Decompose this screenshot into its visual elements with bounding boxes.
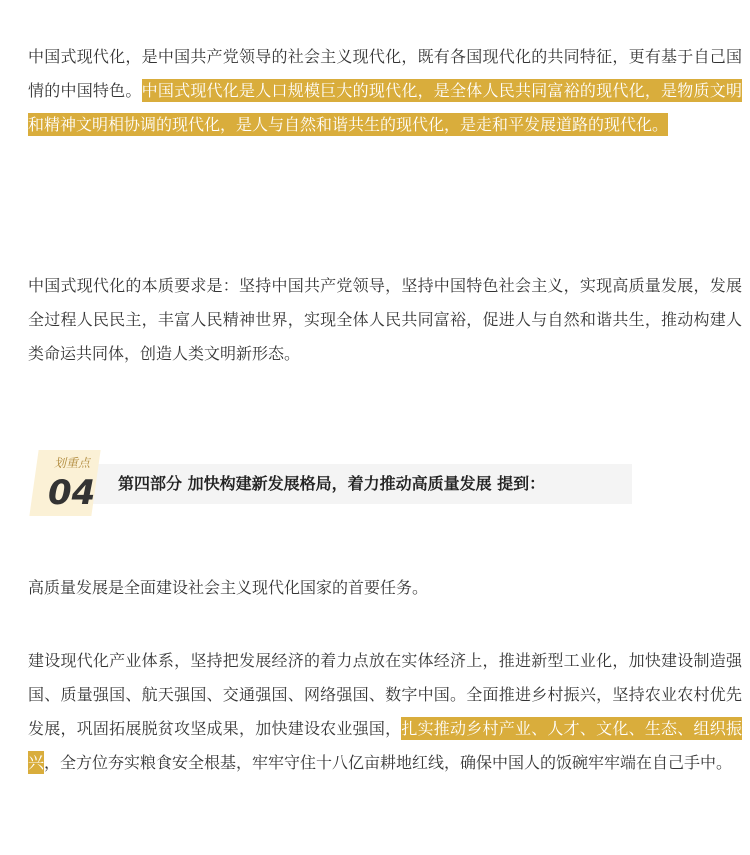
section-title: 第四部分 加快构建新发展格局，着力推动高质量发展 提到： [118, 474, 546, 493]
industry-system-paragraph [28, 644, 742, 780]
industry-highlight-text: 扎实推动乡村产业、人才、文化、生态、组织振兴 [28, 719, 742, 772]
intro-plain-text: 中国式现代化，是中国共产党领导的社会主义现代化，既有各国现代化的共同特征，更有基于自己国情的中国特色。 [28, 47, 742, 100]
badge-label: 划重点 [54, 456, 91, 470]
intro-highlight-text: 中国式现代化是人口规模巨大的现代化，是全体人民共同富裕的现代化，是物质文明和精神文明相协调的现代化，是人与自然和谐共生的现代化，是走和平发展道路的现代化。 [28, 81, 742, 134]
section-header [28, 450, 632, 516]
intro-paragraph [28, 40, 742, 142]
industry-text-after: ，全方位夯实粮食安全根基，牢牢守住十八亿亩耕地红线，确保中国人的饭碗牢牢端在自己手中。 [44, 753, 733, 772]
industry-text-before: 建设现代化产业体系，坚持把发展经济的着力点放在实体经济上，推进新型工业化，加快建设制造强国、质量强国、航天强国、交通强国、网络强国、数字中国。全面推进乡村振兴，坚持农业农村优先发展，巩固拓展脱贫攻坚成果，加快建设农业强国， [28, 651, 742, 738]
key-point-badge [28, 450, 104, 516]
essential-requirements-paragraph: 中国式现代化的本质要求是：坚持中国共产党领导，坚持中国特色社会主义，实现高质量发展，发展全过程人民民主，丰富人民精神世界，实现全体人民共同富裕，促进人与自然和谐共生，推动构建人类命运共同体，创造人类文明新形态。 [28, 276, 742, 363]
badge-number: 04 [48, 473, 96, 513]
quality-development-paragraph: 高质量发展是全面建设社会主义现代化国家的首要任务。 [28, 578, 429, 597]
